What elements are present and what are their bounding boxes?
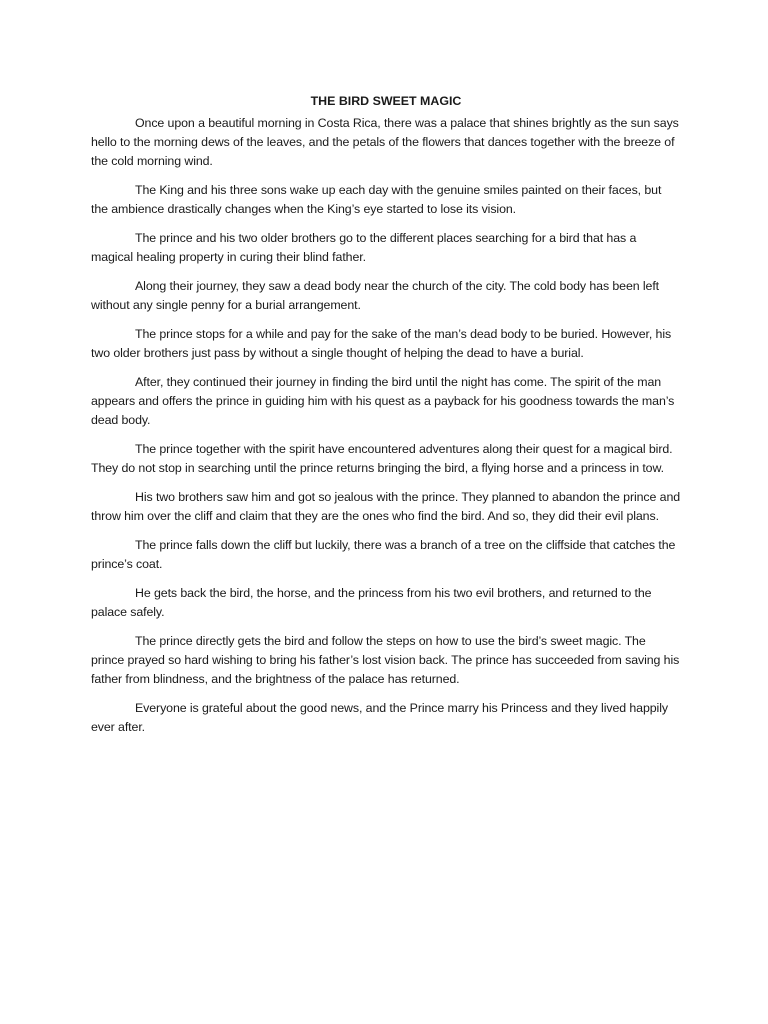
paragraph: Once upon a beautiful morning in Costa Rica, there was a palace that shines brightly as the sun says hello to the morning dews of the leaves, and the petals of the flowers that dances together with the breeze of the cold morning wind. xyxy=(91,116,679,168)
paragraph: The prince together with the spirit have encountered adventures along their quest for a magical bird. They do not stop in searching until the prince returns bringing the bird, a flying horse and a princess in tow. xyxy=(91,442,673,475)
paragraph: After, they continued their journey in finding the bird until the night has come. The spirit of the man appears and offers the prince in guiding him with his quest as a payback for his goodness towards the man’s dead body. xyxy=(91,375,675,427)
paragraph: The prince directly gets the bird and follow the steps on how to use the bird’s sweet magic. The prince prayed so hard wishing to bring his father’s lost vision back. The prince has succeeded from saving his father from blindness, and the brightness of the palace has returned. xyxy=(91,634,680,686)
paragraph: The prince stops for a while and pay for the sake of the man’s dead body to be buried. However, his two older brothers just pass by without a single thought of helping the dead to have a burial. xyxy=(91,327,672,360)
paragraph: Everyone is grateful about the good news, and the Prince marry his Princess and they lived happily ever after. xyxy=(91,701,668,734)
paragraph: The prince falls down the cliff but luckily, there was a branch of a tree on the cliffside that catches the prince’s coat. xyxy=(91,538,676,571)
document-body xyxy=(91,92,681,747)
paragraph: His two brothers saw him and got so jealous with the prince. They planned to abandon the prince and throw him over the cliff and claim that they are the ones who find the bird. And so, they did their evil plans. xyxy=(91,490,681,523)
paragraph: He gets back the bird, the horse, and the princess from his two evil brothers, and returned to the palace safely. xyxy=(91,586,652,619)
paragraph: Along their journey, they saw a dead body near the church of the city. The cold body has been left without any single penny for a burial arrangement. xyxy=(91,279,660,312)
document-title: THE BIRD SWEET MAGIC xyxy=(310,94,462,108)
paragraph: The prince and his two older brothers go to the different places searching for a bird that has a magical healing property in curing their blind father. xyxy=(91,231,637,264)
paragraph: The King and his three sons wake up each day with the genuine smiles painted on their faces, but the ambience drastically changes when the King’s eye started to lose its vision. xyxy=(91,183,662,216)
